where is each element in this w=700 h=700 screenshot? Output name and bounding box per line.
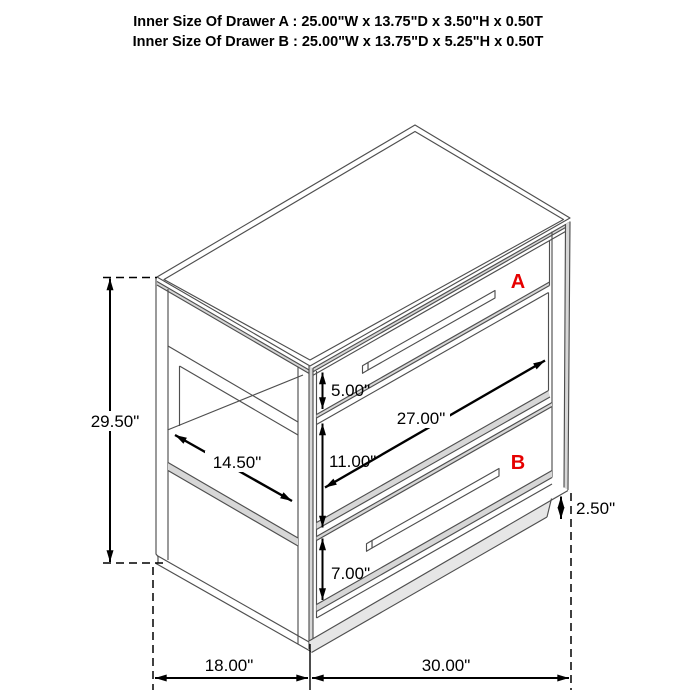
drawer-b-letter: B	[510, 452, 526, 474]
dim-base-height	[561, 497, 615, 520]
dim-side-depth	[155, 656, 308, 678]
drawer-a-height-label: 5.00"	[331, 381, 371, 400]
front-width-label: 30.00"	[421, 656, 471, 675]
drawer-b-handle-end-cap	[367, 541, 373, 552]
top-panel	[157, 125, 570, 377]
drawer-a-letter: A	[510, 271, 526, 293]
left-bottom-band-top	[157, 556, 309, 643]
dim-drawer-a-height	[323, 373, 371, 410]
dim-overall-height	[88, 279, 142, 563]
left-outer-edge	[156, 278, 158, 564]
overall-height-label: 29.50"	[90, 412, 140, 431]
drawer-a-size-note: Inner Size Of Drawer A : 25.00"W x 13.75"D x 3.50"H x 0.50T	[133, 14, 543, 30]
base-height-label: 2.50"	[576, 499, 616, 518]
drawer-b-face	[317, 403, 553, 619]
side-depth-label: 18.00"	[204, 656, 254, 675]
open-shelf-left-view	[168, 346, 304, 546]
top-face-inner-line	[164, 132, 564, 361]
shelf-floor-back-edge	[168, 375, 304, 430]
dim-shelf-depth	[175, 435, 292, 501]
drawer-b-size-note: Inner Size Of Drawer B : 25.00"W x 13.75"D x 5.25"H x 0.50T	[132, 34, 544, 50]
shelf-depth-label: 14.50"	[212, 453, 262, 472]
drawer-b-height-label: 7.00"	[331, 564, 371, 583]
shelf-board-band	[168, 463, 298, 547]
drawer-a-handle-end-cap	[363, 363, 369, 374]
shelf-opening-front-top	[317, 293, 549, 425]
size-note	[133, 14, 544, 50]
dim-shelf-opening-height	[323, 424, 377, 528]
shelf-opening-height-label: 11.00"	[329, 452, 377, 471]
shelf-opening-top-edge	[168, 346, 298, 422]
drawer-b-bottom-band	[317, 471, 553, 612]
shelf-opening-width-label: 27.00"	[396, 409, 446, 428]
front-corner-band	[309, 366, 313, 651]
left-bottom-edge	[156, 564, 311, 652]
dim-front-width	[312, 656, 569, 678]
plinth-bottom-edge	[312, 517, 548, 653]
